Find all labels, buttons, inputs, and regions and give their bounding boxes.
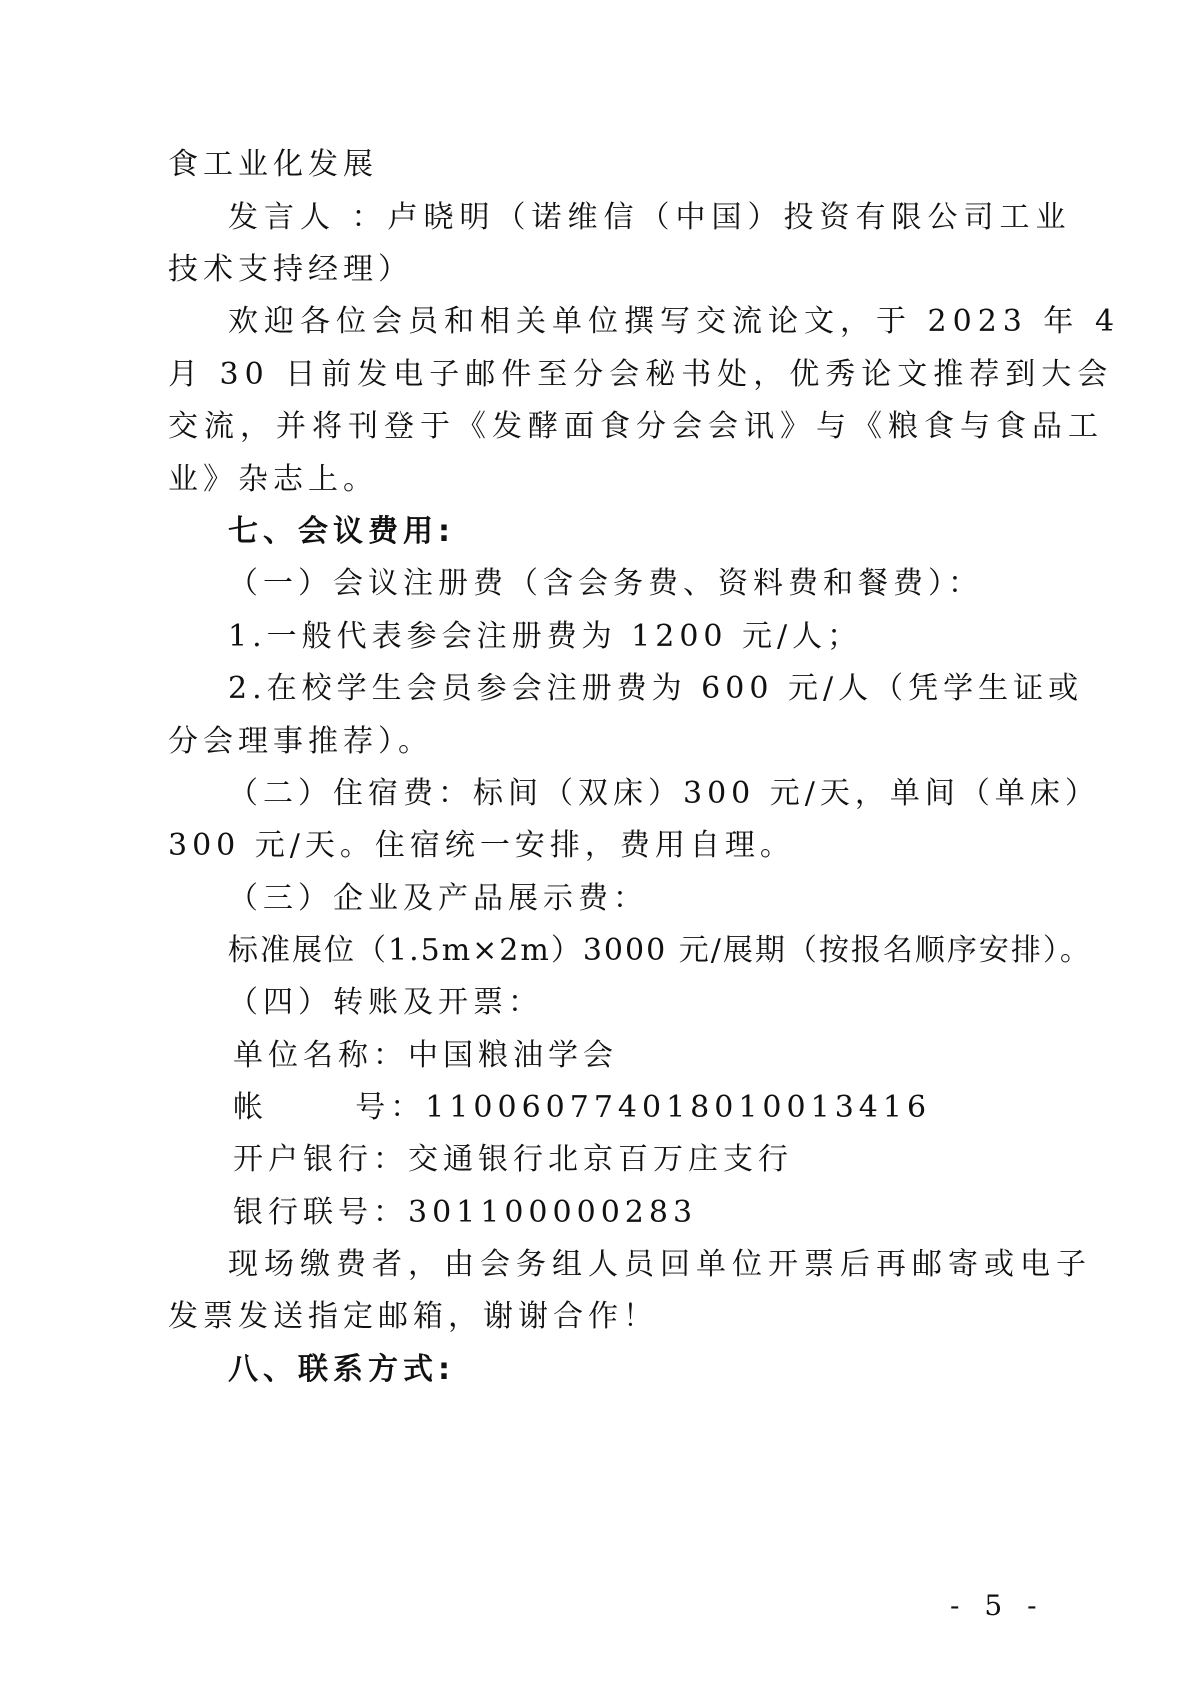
text-line-17: （四）转账及开票： [228, 985, 543, 1020]
text-line-15: （三）企业及产品展示费： [228, 881, 648, 916]
account-number-line: 帐 号：110060774018010013416 [233, 1090, 932, 1125]
text-line-5: 月 30 日前发电子邮件至分会秘书处，优秀论文推荐到大会 [168, 357, 1114, 392]
text-line-7: 业》杂志上。 [168, 462, 378, 497]
section-heading-fees: 七、会议费用: [228, 514, 455, 549]
text-line-3: 技术支持经理） [168, 252, 413, 287]
text-line-9: （一）会议注册费（含会务费、资料费和餐费）： [228, 566, 983, 601]
page-number: - 5 - [950, 1589, 1045, 1622]
account-name-line: 单位名称：中国粮油学会 [233, 1038, 618, 1073]
text-line-11: 2.在校学生会员参会注册费为 600 元/人（凭学生证或 [228, 671, 1084, 706]
text-line-6: 交流，并将刊登于《发酵面食分会会讯》与《粮食与食品工 [168, 409, 1104, 444]
text-line-13: （二）住宿费：标间（双床）300 元/天，单间（单床） [228, 776, 1100, 811]
text-line-23: 发票发送指定邮箱，谢谢合作！ [168, 1299, 658, 1334]
text-line-14: 300 元/天。住宿统一安排，费用自理。 [168, 828, 795, 863]
text-line-16: 标准展位（1.5m×2m）3000 元/展期（按报名顺序安排）。 [228, 933, 1092, 968]
bank-code-line: 银行联号：301100000283 [233, 1195, 698, 1230]
bank-name-line: 开户银行：交通银行北京百万庄支行 [233, 1142, 793, 1177]
text-line-1: 食工业化发展 [168, 147, 378, 182]
section-heading-contact: 八、联系方式: [228, 1352, 455, 1387]
text-line-2: 发言人 ：卢晓明（诺维信（中国）投资有限公司工业 [228, 200, 1072, 235]
text-line-22: 现场缴费者，由会务组人员回单位开票后再邮寄或电子 [228, 1247, 1092, 1282]
text-line-4: 欢迎各位会员和相关单位撰写交流论文，于 2023 年 4 [228, 304, 1121, 339]
text-line-10: 1.一般代表参会注册费为 1200 元/人； [228, 619, 863, 654]
text-line-12: 分会理事推荐）。 [168, 724, 433, 759]
